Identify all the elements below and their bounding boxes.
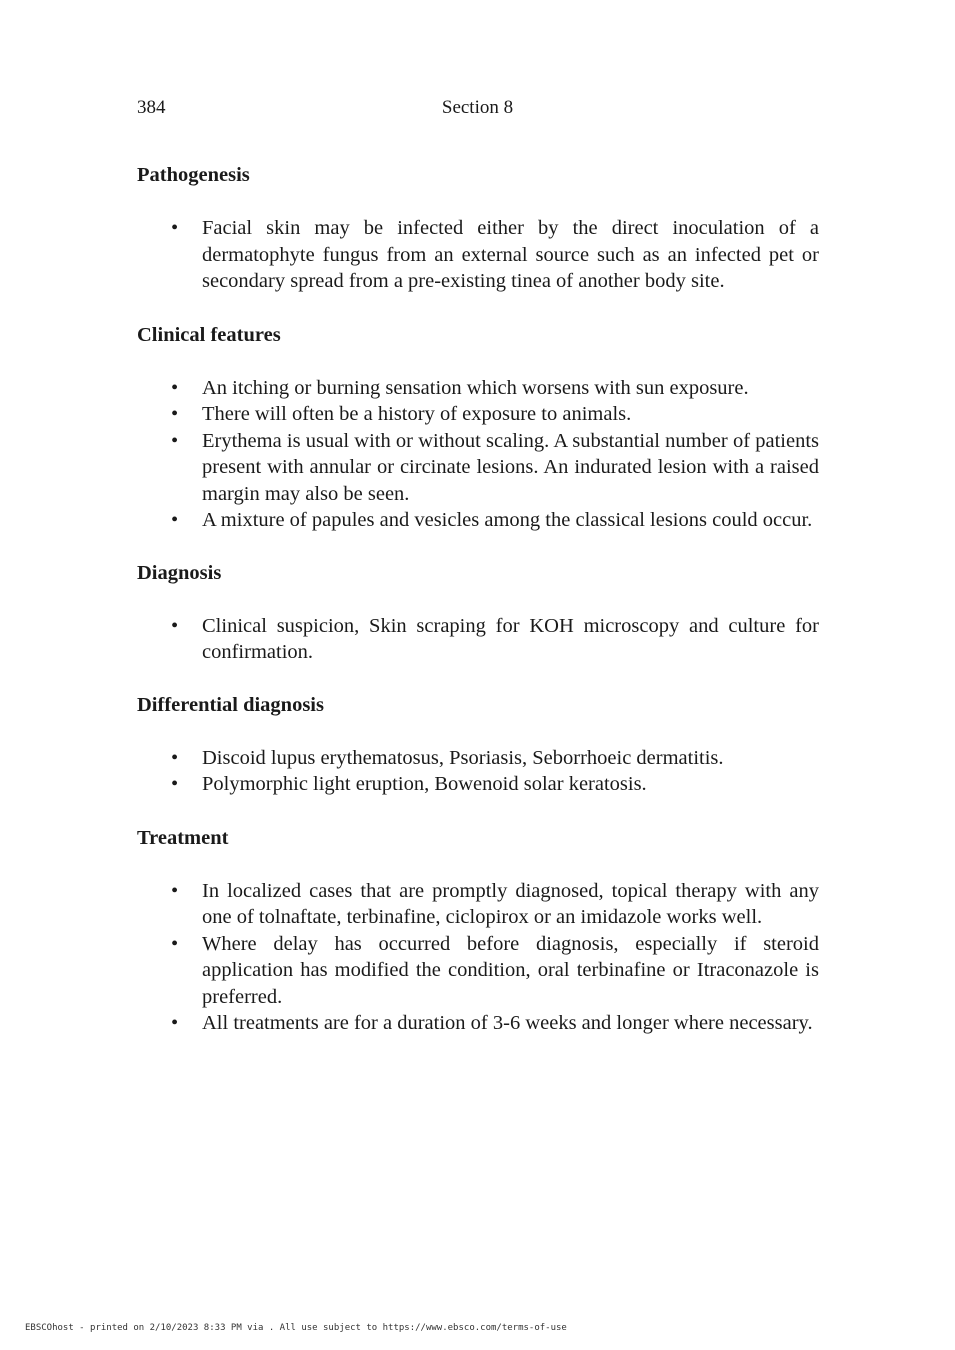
section-heading: Differential diagnosis [137,693,324,716]
list-item-text: Erythema is usual with or without scaling. A substantial number of patients present with annular or circinate lesions. An indurated lesion with a raised margin may also be seen. [202,429,819,505]
bullet-icon: • [171,879,179,902]
list-item [137,507,819,534]
section-heading: Treatment [137,826,229,849]
bullet-icon: • [171,429,179,452]
bullet-icon: • [171,509,179,531]
section-pathogenesis [137,162,819,295]
section-clinical-features [137,322,819,534]
list-item [137,215,819,295]
section-heading: Clinical features [137,323,281,346]
bullet-list [137,215,819,295]
bullet-icon: • [171,403,179,425]
list-item [137,428,819,508]
bullet-icon: • [171,217,179,239]
list-item-text: A mixture of papules and vesicles among the classical lesions could occur. [202,509,813,531]
section-heading: Diagnosis [137,561,222,584]
list-item [137,878,819,931]
list-item [137,1010,819,1037]
bullet-list [137,878,819,1037]
section-treatment [137,825,819,1037]
page-number: 384 [137,97,166,118]
section-diagnosis [137,560,819,666]
footer-note: EBSCOhost - printed on 2/10/2023 8:33 PM via . All use subject to https://www.ebsco.com/terms-of-use [25,1323,567,1333]
list-item [137,931,819,1011]
bullet-icon: • [171,932,179,955]
list-item-text: In localized cases that are promptly diagnosed, topical therapy with any one of tolnaftate, terbinafine, ciclopirox or an imidazole works well. [202,879,819,928]
page-content [137,162,819,1037]
section-heading: Pathogenesis [137,164,250,186]
bullet-icon: • [171,614,179,637]
bullet-icon: • [171,773,179,795]
list-item-text: Discoid lupus erythematosus, Psoriasis, Seborrhoeic dermatitis. [202,746,724,769]
list-item [137,613,819,666]
list-item-text: All treatments are for a duration of 3-6 weeks and longer where necessary. [202,1012,813,1034]
bullet-icon: • [171,746,179,769]
list-item-text: Facial skin may be infected either by the direct inoculation of a dermatophyte fungus from an external source such as an infected pet or secondary spread from a pre-existing tinea of another body site. [202,217,819,292]
list-item [137,745,819,772]
list-item [137,771,819,798]
running-head: Section 8 [441,97,514,118]
bullet-list [137,613,819,666]
list-item-text: Polymorphic light eruption, Bowenoid solar keratosis. [202,773,647,795]
bullet-list [137,375,819,534]
bullet-list [137,745,819,798]
list-item [137,375,819,402]
list-item-text: There will often be a history of exposure to animals. [202,403,632,425]
bullet-icon: • [171,376,179,399]
list-item-text: Where delay has occurred before diagnosis, especially if steroid application has modified the condition, oral terbinafine or Itraconazole is preferred. [202,932,819,1008]
list-item [137,401,819,428]
bullet-icon: • [171,1012,179,1034]
section-differential-diagnosis [137,692,819,798]
list-item-text: Clinical suspicion, Skin scraping for KOH microscopy and culture for confirmation. [202,614,819,663]
list-item-text: An itching or burning sensation which worsens with sun exposure. [202,376,749,399]
